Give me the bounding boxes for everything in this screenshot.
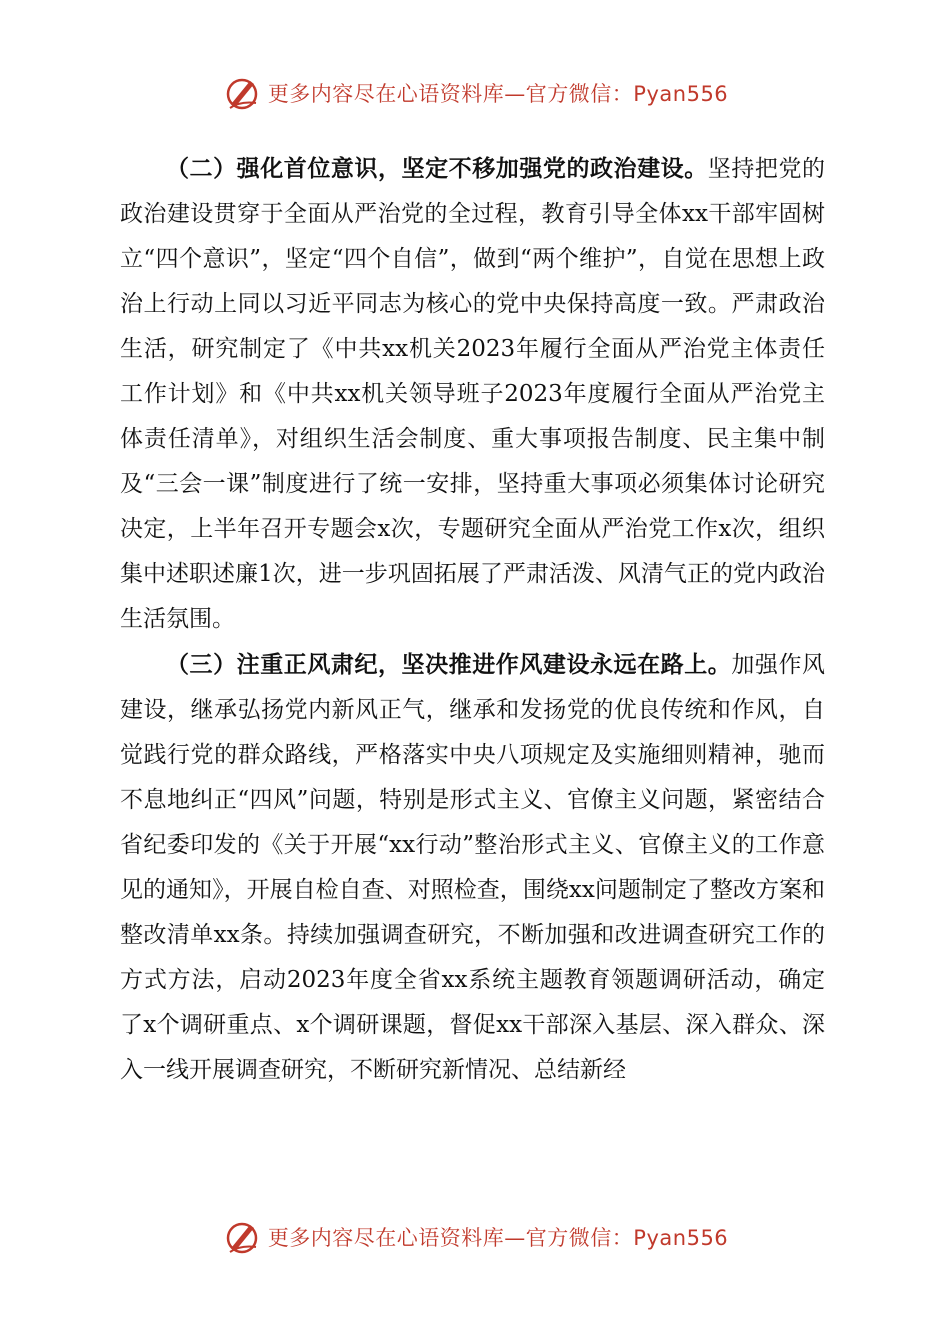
banner-text: 更多内容尽在心语资料库—官方微信：Pyan556 bbox=[267, 82, 729, 106]
paragraph-section-3 bbox=[120, 642, 825, 1093]
pen-seal-icon bbox=[222, 73, 262, 113]
paragraph-section-2 bbox=[120, 146, 825, 642]
header-banner bbox=[0, 68, 950, 118]
pen-seal-icon bbox=[222, 1217, 262, 1257]
section-body: 加强作风建设，继承弘扬党内新风正气，继承和发扬党的优良传统和作风，自觉践行党的群众路线，严格落实中央八项规定及实施细则精神，驰而不息地纠正“四风”问题，特别是形式主义、官僚主义问题，紧密结合省纪委印发的《关于开展“xx行动”整治形式主义、官僚主义的工作意见的通知》，开展自检自查、对照检查，围绕xx问题制定了整改方案和整改清单xx条。持续加强调查研究，不断加强和改进调查研究工作的方式方法，启动2023年度全省xx系统主题教育领题调研活动，确定了x个调研重点、x个调研课题，督促xx干部深入基层、深入群众、深入一线开展调查研究，不断研究新情况、总结新经 bbox=[120, 652, 826, 1083]
section-heading: （三）注重正风肃纪，坚决推进作风建设永远在路上。 bbox=[166, 651, 732, 678]
section-body: 坚持把党的政治建设贯穿于全面从严治党的全过程，教育引导全体xx干部牢固树立“四个意识”，坚定“四个自信”，做到“两个维护”，自觉在思想上政治上行动上同以习近平同志为核心的党中央保持高度一致。严肃政治生活，研究制定了《中共xx机关2023年履行全面从严治党主体责任工作计划》和《中共xx机关领导班子2023年度履行全面从严治党主体责任清单》，对组织生活会制度、重大事项报告制度、民主集中制及“三会一课”制度进行了统一安排，坚持重大事项必须集体讨论研究决定，上半年召开专题会x次，专题研究全面从严治党工作x次，组织集中述职述廉1次，进一步巩固拓展了严肃活泼、风清气正的党内政治生活氛围。 bbox=[120, 156, 826, 632]
section-heading: （二）强化首位意识，坚定不移加强党的政治建设。 bbox=[166, 155, 708, 182]
document-body bbox=[120, 146, 825, 1093]
banner-text: 更多内容尽在心语资料库—官方微信：Pyan556 bbox=[267, 1226, 729, 1250]
footer-banner bbox=[0, 1212, 950, 1262]
